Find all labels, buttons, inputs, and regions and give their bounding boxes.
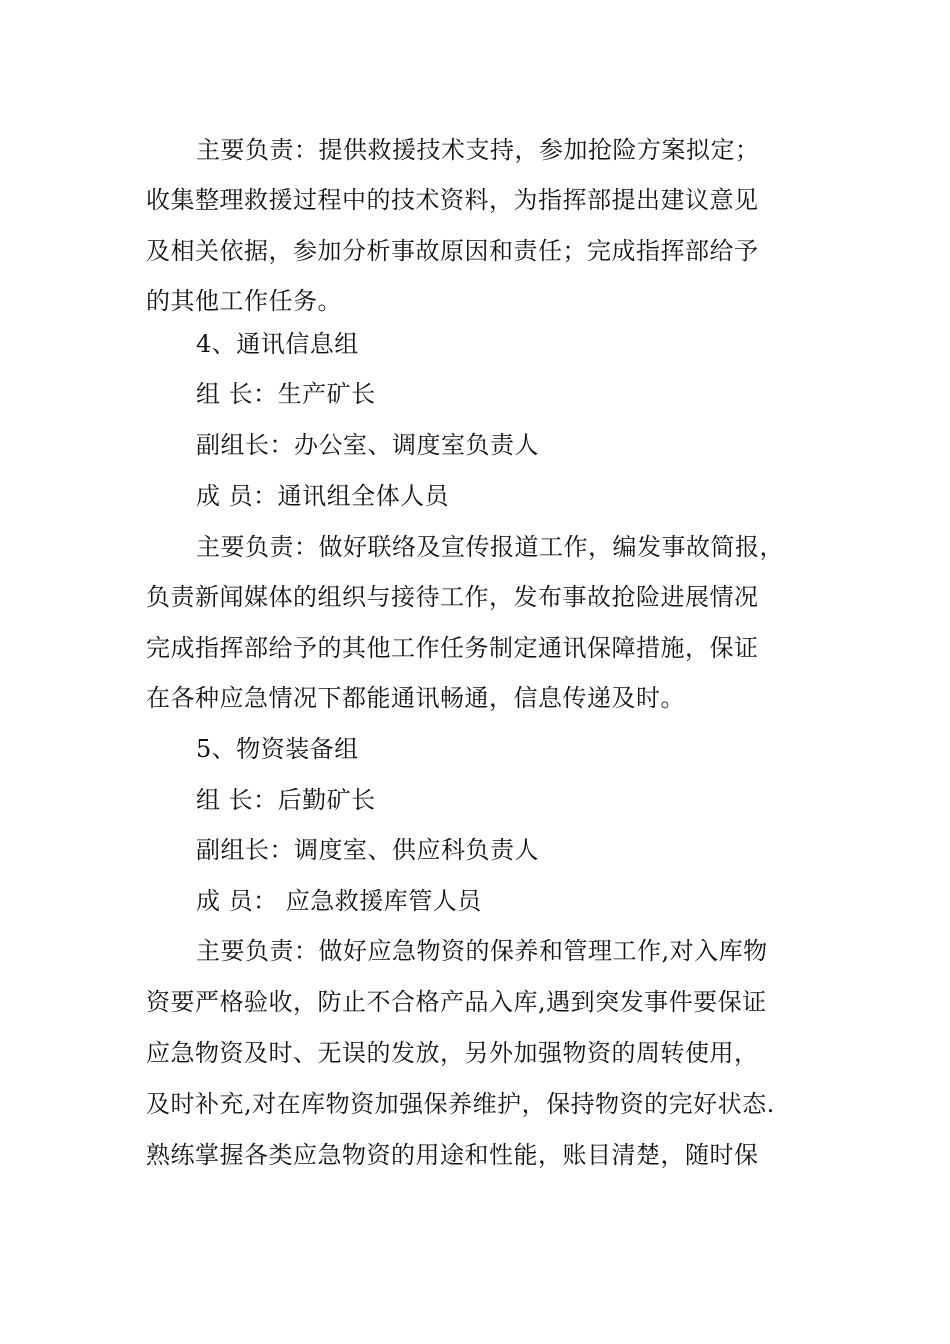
group-leader-line: 组 长：后勤矿长 — [196, 786, 376, 814]
members-line: 成 员：通讯组全体人员 — [196, 482, 450, 510]
paragraph-line-materials-duties: 主要负责：做好应急物资的保养和管理工作,对入库物 — [196, 937, 768, 965]
section-heading-communication-group: 4、通讯信息组 — [196, 330, 359, 358]
paragraph-line-comm-duties: 主要负责：做好联络及宣传报道工作，编发事故简报， — [196, 533, 784, 561]
paragraph-line: 熟练掌握各类应急物资的用途和性能，账目清楚，随时保 — [146, 1141, 759, 1169]
paragraph-line: 负责新闻媒体的组织与接待工作，发布事故抢险进展情况 — [146, 583, 759, 611]
paragraph-line: 应急物资及时、无误的发放，另外加强物资的周转使用， — [146, 1039, 759, 1067]
paragraph-line-tech-duties: 主要负责：提供救援技术支持，参加抢险方案拟定； — [196, 136, 760, 164]
members-line: 成 员： 应急救援库管人员 — [196, 887, 482, 915]
paragraph-line: 及时补充,对在库物资加强保养维护，保持物资的完好状态. — [146, 1090, 775, 1118]
paragraph-line: 完成指挥部给予的其他工作任务制定通讯保障措施，保证 — [146, 634, 759, 662]
deputy-leader-line: 副组长：办公室、调度室负责人 — [196, 431, 539, 459]
deputy-leader-line: 副组长：调度室、供应科负责人 — [196, 836, 539, 864]
paragraph-line: 的其他工作任务。 — [146, 287, 342, 315]
group-leader-line: 组 长：生产矿长 — [196, 380, 376, 408]
paragraph-line: 收集整理救援过程中的技术资料，为指挥部提出建议意见 — [146, 186, 759, 214]
paragraph-line: 在各种应急情况下都能通讯畅通，信息传递及时。 — [146, 684, 685, 712]
section-heading-materials-group: 5、物资装备组 — [196, 735, 359, 763]
paragraph-line: 及相关依据，参加分析事故原因和责任；完成指挥部给予 — [146, 237, 759, 265]
paragraph-line: 资要严格验收，防止不合格产品入库,遇到突发事件要保证 — [146, 988, 767, 1016]
